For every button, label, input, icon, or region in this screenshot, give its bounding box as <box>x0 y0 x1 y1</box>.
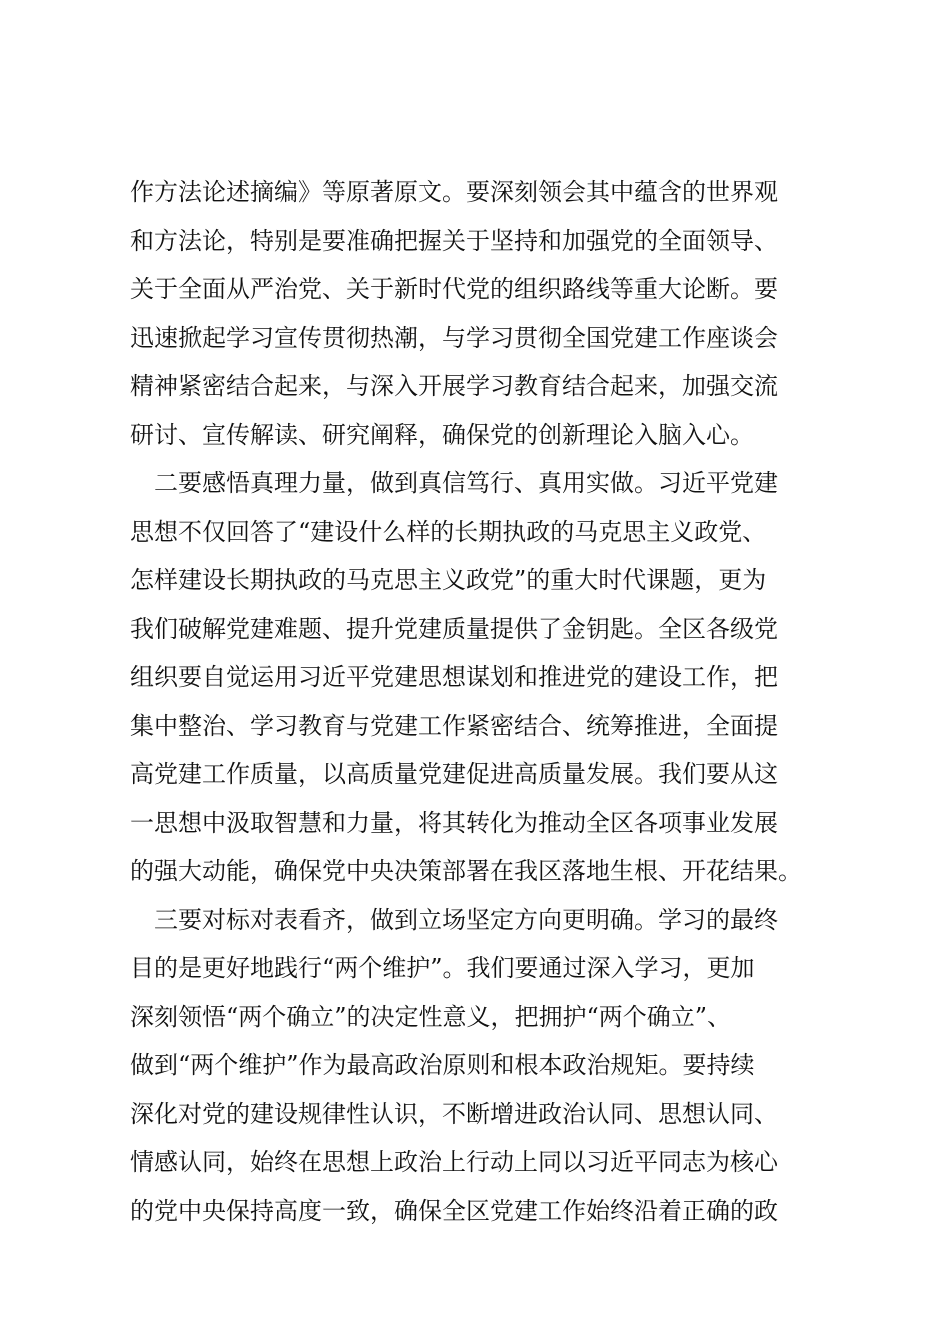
text-line: 迅速掀起学习宣传贯彻热潮，与学习贯彻全国党建工作座谈会 <box>130 323 778 352</box>
text-line: 的党中央保持高度一致，确保全区党建工作始终沿着正确的政 <box>130 1196 778 1225</box>
text-line: 我们破解党建难题、提升党建质量提供了金钥匙。全区各级党 <box>130 614 778 643</box>
text-line: 思想不仅回答了“建设什么样的长期执政的马克思主义政党、 <box>130 517 767 546</box>
text-line: 怎样建设长期执政的马克思主义政党”的重大时代课题，更为 <box>130 566 767 594</box>
text-line: 集中整治、学习教育与党建工作紧密结合、统筹推进，全面提 <box>130 711 778 740</box>
text-line: 做到“两个维护”作为最高政治原则和根本政治规矩。要持续 <box>130 1051 755 1079</box>
text-line: 研讨、宣传解读、研究阐释，确保党的创新理论入脑入心。 <box>130 420 754 449</box>
text-line: 和方法论，特别是要准确把握关于坚持和加强党的全面领导、 <box>130 226 778 255</box>
body-text <box>130 168 830 1235</box>
text-line: 一思想中汲取智慧和力量，将其转化为推动全区各项事业发展 <box>130 808 778 837</box>
text-line: 关于全面从严治党、关于新时代党的组织路线等重大论断。要 <box>130 275 778 303</box>
text-line: 深化对党的建设规律性认识，不断增进政治认同、思想认同、 <box>130 1099 778 1128</box>
text-line: 目的是更好地践行“两个维护”。我们要通过深入学习，更加 <box>130 954 755 982</box>
text-line: 作方法论述摘编》等原著原文。要深刻领会其中蕴含的世界观 <box>130 178 778 206</box>
text-line: 三要对标对表看齐，做到立场坚定方向更明确。学习的最终 <box>130 905 778 934</box>
text-line: 精神紧密结合起来，与深入开展学习教育结合起来，加强交流 <box>130 372 778 400</box>
text-line: 高党建工作质量，以高质量党建促进高质量发展。我们要从这 <box>130 760 778 788</box>
text-line: 二要感悟真理力量，做到真信笃行、真用实做。习近平党建 <box>130 469 778 497</box>
text-line: 深刻领悟“两个确立”的决定性意义，把拥护“两个确立”、 <box>130 1002 732 1031</box>
text-line: 组织要自觉运用习近平党建思想谋划和推进党的建设工作，把 <box>130 663 778 691</box>
text-line: 情感认同，始终在思想上政治上行动上同以习近平同志为核心 <box>130 1148 778 1176</box>
text-line: 的强大动能，确保党中央决策部署在我区落地生根、开花结果。 <box>130 857 802 885</box>
